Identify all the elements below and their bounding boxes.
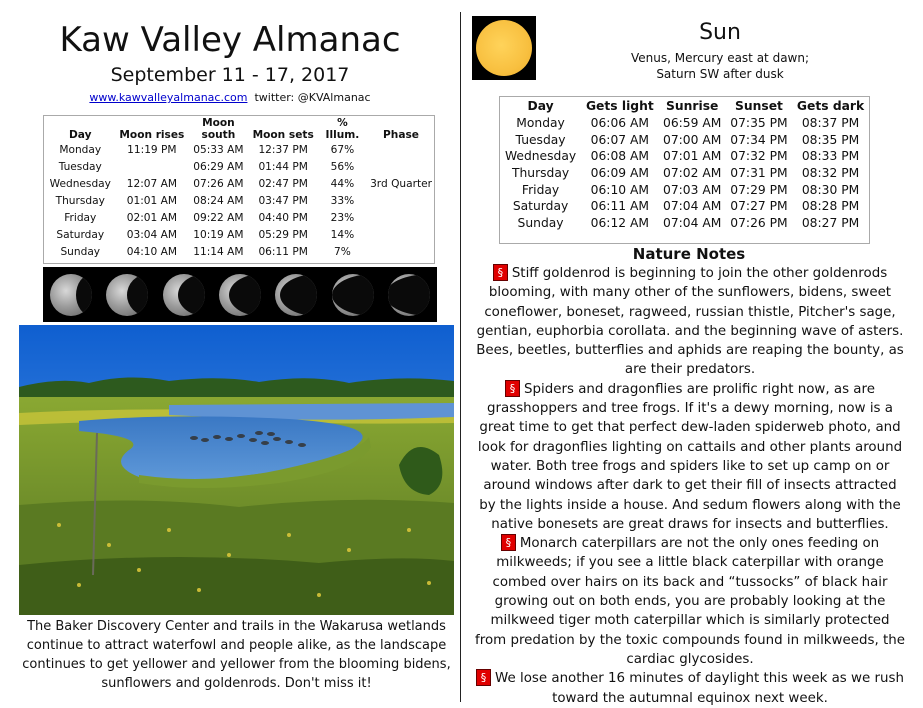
- illum-cell: 67%: [330, 143, 355, 156]
- day-cell: Wednesday: [504, 149, 577, 164]
- gets-light-cell: 06:06 AM: [590, 116, 650, 131]
- col-moon-rises: Moon rises: [119, 129, 185, 141]
- table-row: [44, 175, 434, 192]
- phase-cell: [368, 243, 434, 260]
- moon-shadow: [178, 274, 205, 316]
- col-day: Day: [527, 99, 554, 113]
- sunrise-cell: 07:04 AM: [663, 199, 722, 214]
- moon-rises-cell: 03:04 AM: [126, 228, 178, 241]
- illum-cell: 7%: [334, 245, 351, 258]
- planet-note: [540, 50, 900, 82]
- col-gets-light: Gets light: [585, 99, 654, 113]
- sunrise-cell: 07:00 AM: [663, 132, 722, 147]
- section-mark-icon: §: [476, 669, 491, 686]
- moon-sets-cell: 12:37 PM: [258, 143, 308, 156]
- gets-dark-cell: 08:33 PM: [801, 149, 860, 164]
- moon-shadow: [280, 274, 317, 316]
- table-row: [500, 165, 869, 182]
- moon-south-cell: 10:19 AM: [193, 228, 244, 241]
- planet-note-line1: Venus, Mercury east at dawn;: [630, 51, 810, 65]
- moon-shadow: [76, 274, 92, 316]
- sun-title: Sun: [699, 20, 741, 45]
- phase-cell: [368, 158, 434, 175]
- nature-note-text: Monarch caterpillars are not the only ones feeding on milkweeds; if you see a little black caterpillar with orange combed over hairs on its back and “tussocks” of black hair growing out on both ends, you are probably looking at the milkweed tiger moth caterpillar which is similarly protected from predation by the toxic compounds found in milkweeds, the cardiac glycosides.: [475, 536, 905, 667]
- moon-phase-icon: [50, 274, 92, 316]
- nature-note-paragraph: [475, 669, 905, 708]
- col-sunrise: Sunrise: [666, 99, 719, 113]
- illum-cell: 33%: [330, 194, 355, 207]
- sunset-cell: 07:34 PM: [730, 132, 788, 147]
- links-line: [0, 91, 460, 104]
- table-row: [44, 141, 434, 158]
- gets-dark-cell: 08:32 PM: [801, 166, 860, 181]
- moon-phase-icon: [163, 274, 205, 316]
- moon-south-cell: 11:14 AM: [193, 245, 244, 258]
- gets-light-cell: 06:09 AM: [590, 166, 650, 181]
- moon-table-box: [43, 115, 435, 264]
- gets-light-cell: 06:07 AM: [590, 132, 650, 147]
- illum-cell: 56%: [330, 160, 355, 173]
- sunset-cell: 07:27 PM: [730, 199, 788, 214]
- sunset-cell: 07:32 PM: [730, 149, 788, 164]
- moon-sets-cell: 06:11 PM: [258, 245, 308, 258]
- nature-notes-body: [475, 264, 905, 708]
- day-cell: Sunday: [60, 245, 101, 258]
- column-divider: [460, 12, 461, 702]
- table-row: [500, 132, 869, 149]
- day-cell: Wednesday: [49, 177, 111, 190]
- day-cell: Saturday: [56, 228, 105, 241]
- table-row: [44, 243, 434, 260]
- wetland-photo: [19, 325, 454, 615]
- moon-phase-icon: [388, 274, 430, 316]
- table-row: [44, 226, 434, 243]
- illum-cell: 14%: [330, 228, 355, 241]
- moon-sets-cell: 01:44 PM: [258, 160, 308, 173]
- twitter-handle: twitter: @KVAlmanac: [254, 91, 371, 104]
- nature-note-paragraph: [475, 534, 905, 669]
- moon-rises-cell: [117, 158, 188, 175]
- gets-dark-cell: 08:28 PM: [801, 199, 860, 214]
- day-cell: Tuesday: [515, 132, 566, 147]
- moon-rises-cell: 01:01 AM: [126, 194, 178, 207]
- moon-sets-cell: 04:40 PM: [258, 211, 308, 224]
- gets-light-cell: 06:12 AM: [590, 215, 650, 230]
- gets-dark-cell: 08:37 PM: [801, 116, 860, 131]
- col-illum: % Illum.: [325, 117, 360, 141]
- moon-phase-icon: [219, 274, 261, 316]
- sun-icon: [472, 16, 536, 80]
- table-row: [44, 192, 434, 209]
- moon-sets-cell: 03:47 PM: [258, 194, 308, 207]
- moon-rises-cell: 02:01 AM: [126, 211, 178, 224]
- sunrise-cell: 07:01 AM: [663, 149, 722, 164]
- gets-light-cell: 06:08 AM: [590, 149, 650, 164]
- moon-shadow: [127, 274, 148, 316]
- col-phase: Phase: [383, 129, 419, 141]
- nature-note-paragraph: [475, 264, 905, 380]
- moon-sets-cell: 05:29 PM: [258, 228, 308, 241]
- sun-table-box: [499, 96, 870, 244]
- planet-note-line2: Saturn SW after dusk: [656, 67, 784, 81]
- sunset-cell: 07:31 PM: [730, 166, 788, 181]
- sunrise-cell: 07:04 AM: [663, 215, 722, 230]
- moon-table-header: [44, 116, 434, 141]
- sunrise-cell: 07:03 AM: [663, 182, 722, 197]
- nature-note-paragraph: [475, 380, 905, 534]
- table-row: [500, 215, 869, 232]
- table-row: [44, 158, 434, 175]
- nature-note-text: Stiff goldenrod is beginning to join the other goldenrods blooming, with many other of the sunflowers, bidens, sweet coneflower, boneset, ragweed, russian thistle, Pitcher's sage, gentian, euphorbia corollata. and the beginning wave of asters. Bees, beetles, butterflies and aphids are reaping the bounty, as are their predators.: [476, 266, 904, 378]
- sunset-cell: 07:35 PM: [730, 116, 788, 131]
- moon-rises-cell: 11:19 PM: [127, 143, 177, 156]
- sunrise-cell: 06:59 AM: [663, 116, 722, 131]
- col-moon-south: Moon south: [201, 117, 236, 141]
- page-title: Kaw Valley Almanac: [59, 20, 401, 60]
- gets-dark-cell: 08:27 PM: [801, 215, 860, 230]
- gets-dark-cell: 08:35 PM: [801, 132, 860, 147]
- col-gets-dark: Gets dark: [796, 99, 865, 113]
- illum-cell: 44%: [330, 177, 355, 190]
- day-cell: Sunday: [517, 215, 564, 230]
- nature-note-text: Spiders and dragonflies are prolific right now, as are grasshoppers and tree frogs. If it's a dewy morning, now is a great time to get that perfect dew-laden spiderweb photo, and look for dragonflies lighting on cattails and other plants around water. Both tree frogs and spiders like to set up camp on or around windows after dark to get their fill of insects attracted by the lights inside a house. And sedum flowers along with the native bonesets are great draws for insects and butterflies.: [477, 381, 903, 532]
- table-row: [500, 181, 869, 198]
- section-mark-icon: §: [505, 380, 520, 397]
- sunrise-cell: 07:02 AM: [663, 166, 722, 181]
- table-row: [500, 148, 869, 165]
- table-row: [500, 198, 869, 215]
- phase-cell: [368, 141, 434, 158]
- day-cell: Friday: [521, 182, 560, 197]
- moon-shadow: [388, 274, 430, 316]
- gets-light-cell: 06:10 AM: [590, 182, 650, 197]
- col-sunset: Sunset: [735, 99, 783, 113]
- sun-table: [500, 97, 869, 231]
- gets-light-cell: 06:11 AM: [590, 199, 650, 214]
- moon-shadow: [332, 274, 374, 316]
- moon-phase-icon: [106, 274, 148, 316]
- gets-dark-cell: 08:30 PM: [801, 182, 860, 197]
- day-cell: Monday: [516, 116, 565, 131]
- moon-shadow: [229, 274, 261, 316]
- illum-cell: 23%: [330, 211, 355, 224]
- moon-south-cell: 05:33 AM: [193, 143, 244, 156]
- moon-phase-icon: [275, 274, 317, 316]
- sun-table-header: [500, 97, 869, 115]
- col-day: Day: [69, 129, 92, 141]
- col-moon-sets: Moon sets: [252, 129, 314, 141]
- moon-phase-strip: [43, 267, 437, 322]
- moon-south-cell: 08:24 AM: [193, 194, 244, 207]
- phase-cell: 3rd Quarter: [370, 177, 432, 190]
- moon-rises-cell: 04:10 AM: [126, 245, 178, 258]
- nature-notes-heading: Nature Notes: [632, 245, 746, 263]
- day-cell: Tuesday: [58, 160, 102, 173]
- section-mark-icon: §: [501, 534, 516, 551]
- phase-cell: [368, 226, 434, 243]
- date-range: September 11 - 17, 2017: [110, 64, 350, 86]
- table-row: [500, 115, 869, 132]
- moon-table: [44, 116, 434, 260]
- photo-caption: The Baker Discovery Center and trails in the Wakarusa wetlands continue to attract waterfowl and people alike, as the landscape continues to get yellower and yellower from the blooming bidens, sunflowers and goldenrods. Don't miss it!: [22, 619, 451, 691]
- moon-rises-cell: 12:07 AM: [126, 177, 178, 190]
- section-mark-icon: §: [493, 264, 508, 281]
- moon-south-cell: 07:26 AM: [193, 177, 244, 190]
- website-link[interactable]: www.kawvalleyalmanac.com: [89, 91, 248, 104]
- day-cell: Friday: [64, 211, 97, 224]
- nature-note-text: We lose another 16 minutes of daylight this week as we rush toward the autumnal equinox next week.: [495, 671, 904, 706]
- moon-south-cell: 06:29 AM: [193, 160, 244, 173]
- moon-south-cell: 09:22 AM: [193, 211, 244, 224]
- moon-phase-icon: [332, 274, 374, 316]
- sunset-cell: 07:26 PM: [730, 215, 788, 230]
- moon-sets-cell: 02:47 PM: [258, 177, 308, 190]
- day-cell: Monday: [59, 143, 102, 156]
- day-cell: Thursday: [55, 194, 105, 207]
- day-cell: Saturday: [512, 199, 569, 214]
- phase-cell: [368, 192, 434, 209]
- phase-cell: [368, 209, 434, 226]
- day-cell: Thursday: [511, 166, 570, 181]
- table-row: [44, 209, 434, 226]
- sunset-cell: 07:29 PM: [730, 182, 788, 197]
